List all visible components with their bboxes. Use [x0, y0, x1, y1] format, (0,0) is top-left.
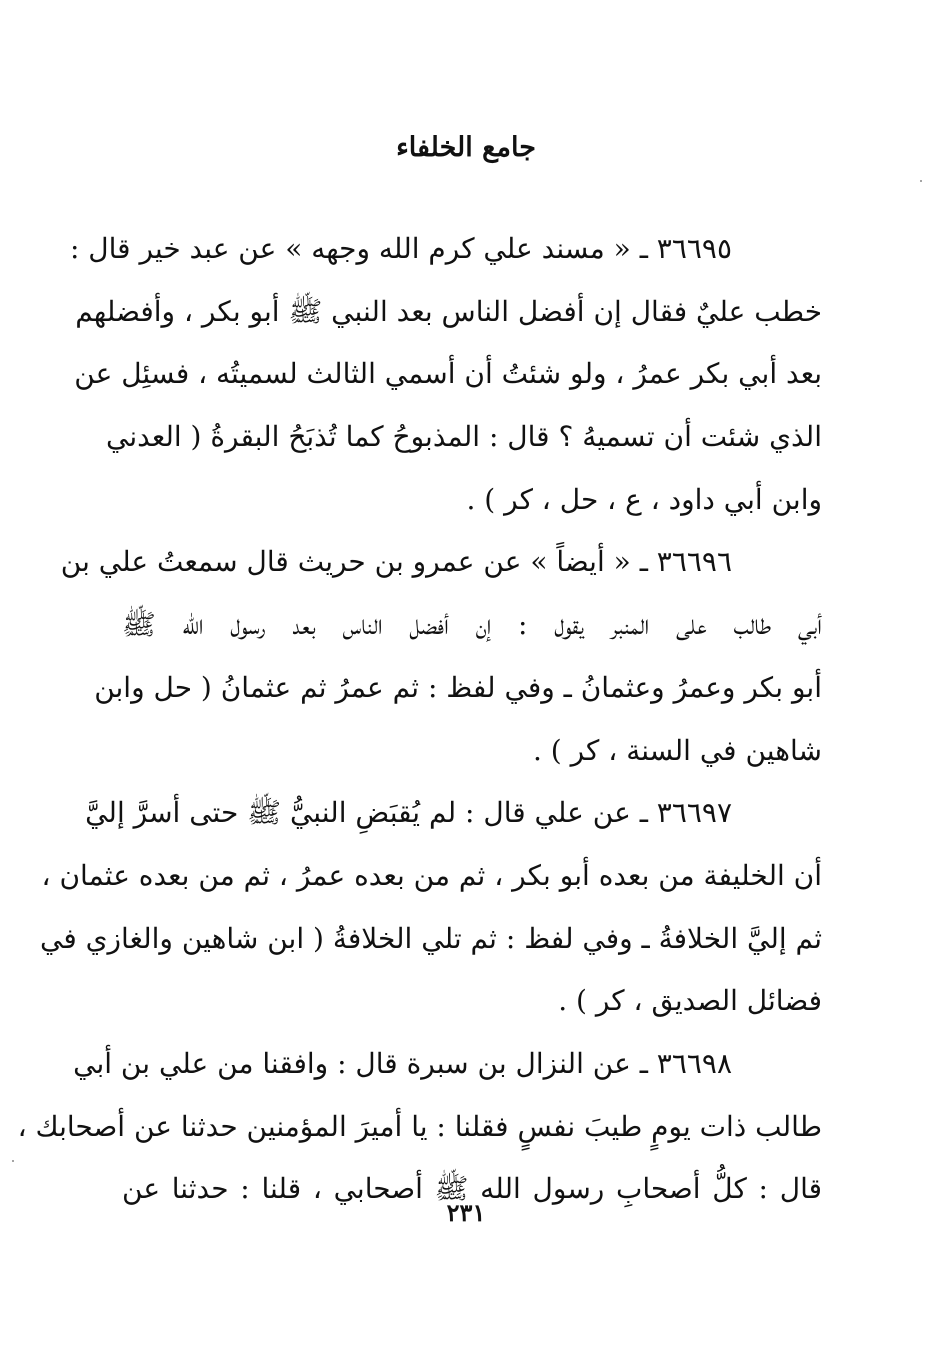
running-header: جامع الخلفاء	[396, 132, 536, 163]
text-line: ٣٦٦٩٥ ـ « مسند علي كرم الله وجهه » عن عبد خير قال :	[69, 232, 732, 265]
text-line: طالب ذات يومٍ طيبَ نفسٍ فقلنا : يا أميرَ المؤمنين حدثنا عن أصحابك ،	[17, 1109, 822, 1143]
text-line: ثم إليَّ الخلافةُ ـ وفي لفظ : ثم تلي الخلافةُ ( ابن شاهين والغازي في	[39, 921, 822, 955]
scan-speck	[12, 1160, 14, 1162]
text-line: فضائل الصديق ، كر ) .	[558, 984, 822, 1018]
text-line: وابن أبي داود ، ع ، حل ، كر ) .	[466, 482, 822, 516]
text-line: ٣٦٦٩٦ ـ « أيضاً » عن عمرو بن حريث قال سمعتُ علي بن	[60, 545, 732, 579]
text-line: خطب عليٌ فقال إن أفضل الناس بعد النبي ﷺ أبو بكر ، وأفضلهم	[75, 294, 822, 328]
text-line: شاهين في السنة ، كر ) .	[532, 733, 822, 767]
text-line: أبو بكر وعمرُ وعثمانُ ـ وفي لفظ : ثم عمرُ ثم عثمانُ ( حل وابن	[94, 670, 822, 704]
text-line: بعد أبي بكر عمرُ ، ولو شئتُ أن أسمي الثالث لسميتُه ، فسئِل عن	[74, 357, 822, 391]
text-line: قال : كلُّ أصحابِ رسول الله ﷺ أصحابي ، قلنا : حدثنا عن	[122, 1172, 822, 1206]
text-line: ٣٦٦٩٧ ـ عن علي قال : لم يُقبَضِ النبيُّ ﷺ حتى أسرَّ إليَّ	[85, 796, 732, 830]
text-line: الذي شئت أن تسميهُ ؟ قال : المذبوحُ كما تُذبَحُ البقرةُ ( العدني	[106, 420, 822, 454]
text-line: أن الخليفة من بعده أبو بكر ، ثم من بعده عمرُ ، ثم من بعده عثمان ،	[41, 858, 822, 892]
text-line: أبي طالب على المنبر يقول : إن أفضل الناس بعد رسول الله ﷺ	[122, 608, 822, 642]
page-body	[17, 218, 822, 1221]
scan-speck	[920, 180, 922, 182]
page-number: ٢٣١	[446, 1198, 486, 1227]
text-line: ٣٦٦٩٨ ـ عن النزال بن سبرة قال : وافقنا من علي بن أبي	[73, 1046, 732, 1080]
